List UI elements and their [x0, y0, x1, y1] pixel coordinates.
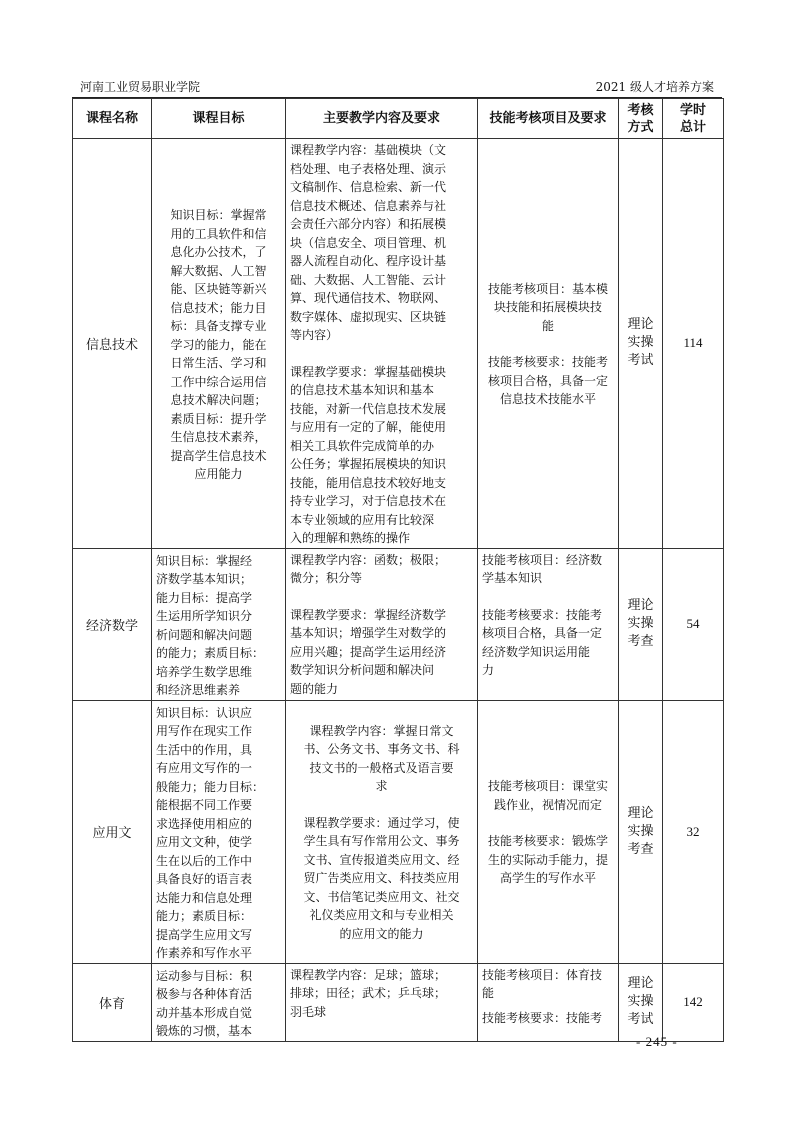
- course-content-cell: [286, 963, 478, 1041]
- header-main-content: 主要教学内容及要求: [286, 99, 478, 139]
- skill-requirement-text: 技能考核要求：技能考: [482, 1010, 603, 1025]
- course-name-cell: 体育: [73, 963, 152, 1041]
- header-skill-assessment: 技能考核项目及要求: [478, 99, 619, 139]
- skill-cell: [478, 139, 619, 549]
- content-text: 课程教学内容：基础模块（文 档处理、电子表格处理、演示 文稿制作、信息检索、新一代 信息技术概述、信息素养与社 会责任六部分内容）和拓展模 块（信息安全、项目管理、机 器人流程自动化、程序设计基 础、大数据、人工智能、云计 算、现代通信技术、物联网、 数字媒体、虚拟现实、区块链 等内容）: [290, 143, 447, 342]
- course-content-cell: [286, 139, 478, 549]
- course-goal-text: 知识目标：认识应 用写作在现实工作 生活中的作用，具 有应用文写作的一 般能力；能力目标： 能根据不同工作要 求选择使用相应的 应用文文种，使学 生在以后的工作中 具备良好的语言表 达能力和信息处理 能力；素质目标： 提高学生应用文写 作素养和写作水平: [156, 705, 265, 960]
- assess-method-cell: 理论 实操 考查: [619, 700, 663, 963]
- table-row: [73, 139, 724, 549]
- course-goal-text: 知识目标：掌握常 用的工具软件和信 息化办公技术，了 解大数据、人工智 能、区块链等新兴 信息技术；能力目 标：具备支撑专业 学习的能力，能在 日常生活、学习和 工作中综合运用信 息技术解决问题； 素质目标：提升学 生信息技术素养， 提高学生信息技术 应用能力: [170, 208, 267, 481]
- skill-requirement-text: 技能考核要求：锻炼学 生的实际动手能力，提 高学生的写作水平: [487, 834, 608, 886]
- course-goal-cell: [152, 700, 286, 963]
- course-content-cell: [286, 700, 478, 963]
- skill-requirement-text: 技能考核要求：技能考 核项目合格，具备一定 信息技术技能水平: [487, 355, 608, 407]
- header-course-goal: 课程目标: [152, 99, 286, 139]
- content-requirement-text: 课程教学要求：掌握经济数学 基本知识；增强学生对数学的 应用兴趣；提高学生运用经济 数学知识分析问题和解决问 题的能力: [290, 607, 447, 696]
- header-total-hours: 学时 总计: [663, 99, 724, 139]
- total-hours-cell: 32: [663, 700, 724, 963]
- course-goal-cell: [152, 963, 286, 1041]
- skill-item-text: 技能考核项目：体育技 能: [482, 967, 603, 1000]
- table-row: [73, 963, 724, 1041]
- course-name-cell: 经济数学: [73, 548, 152, 700]
- assess-method-cell: 理论 实操 考试: [619, 139, 663, 549]
- course-content-cell: [286, 548, 478, 700]
- table-row: [73, 548, 724, 700]
- course-name-cell: 信息技术: [73, 139, 152, 549]
- page-number: - 245 -: [636, 1034, 678, 1049]
- skill-cell: [478, 700, 619, 963]
- total-hours-cell: 114: [663, 139, 724, 549]
- assess-method-cell: 理论 实操 考试: [619, 963, 663, 1041]
- assess-method-cell: 理论 实操 考查: [619, 548, 663, 700]
- content-text: 课程教学内容：掌握日常文 书、公务文书、事务文书、科 技文书的一般格式及语言要 求: [303, 723, 460, 794]
- content-text: 课程教学内容：函数；极限； 微分；积分等: [290, 552, 447, 585]
- skill-requirement-text: 技能考核要求：技能考 核项目合格，具备一定 经济数学知识运用能 力: [482, 607, 603, 677]
- skill-cell: [478, 963, 619, 1041]
- course-name-cell: 应用文: [73, 700, 152, 963]
- course-table: [72, 98, 724, 1042]
- total-hours-cell: 142: [663, 963, 724, 1041]
- content-requirement-text: 课程教学要求：掌握基础模块 的信息技术基本知识和基本 技能，对新一代信息技术发展 与应用有一定的了解，能使用 相关工具软件完成简单的办 公任务；掌握拓展模块的知识 技能，能用信息技术较好地支 持专业学习，对于信息技术在 本专业领域的应用有比较深 入的理解和熟练的操作: [290, 364, 447, 545]
- table-row: [73, 700, 724, 963]
- total-hours-cell: 54: [663, 548, 724, 700]
- course-goal-cell: [152, 139, 286, 549]
- table-header-row: [73, 99, 724, 139]
- content-text: 课程教学内容：足球；篮球； 排球；田径；武术；乒乓球； 羽毛球: [290, 967, 447, 1019]
- header-course-name: 课程名称: [73, 99, 152, 139]
- content-requirement-text: 课程教学要求：通过学习，使 学生具有写作常用公文、事务 文书、宣传报道类应用文、经 贸广告类应用文、科技类应用 文、书信笔记类应用文、社交 礼仪类应用文和与专业相关 的应用文的能力: [303, 815, 460, 941]
- course-goal-cell: [152, 548, 286, 700]
- skill-item-text: 技能考核项目：课堂实 践作业，视情况而定: [487, 779, 608, 812]
- header-school-name: 河南工业贸易职业学院: [80, 80, 201, 94]
- skill-cell: [478, 548, 619, 700]
- skill-item-text: 技能考核项目：基本模 块技能和拓展模块技 能: [487, 281, 608, 333]
- page-header: [72, 78, 722, 96]
- course-goal-text: 知识目标：掌握经 济数学基本知识； 能力目标：提高学 生运用所学知识分 析问题和解决问题 的能力；素质目标： 培养学生数学思维 和经济思维素养: [156, 553, 265, 697]
- header-assess-method: 考核 方式: [619, 99, 663, 139]
- skill-item-text: 技能考核项目：经济数 学基本知识: [482, 552, 603, 585]
- header-plan-title: 2021 级人才培养方案: [595, 80, 714, 94]
- course-goal-text: 运动参与目标：积 极参与各种体育活 动并基本形成自觉 锻炼的习惯，基本: [156, 968, 253, 1038]
